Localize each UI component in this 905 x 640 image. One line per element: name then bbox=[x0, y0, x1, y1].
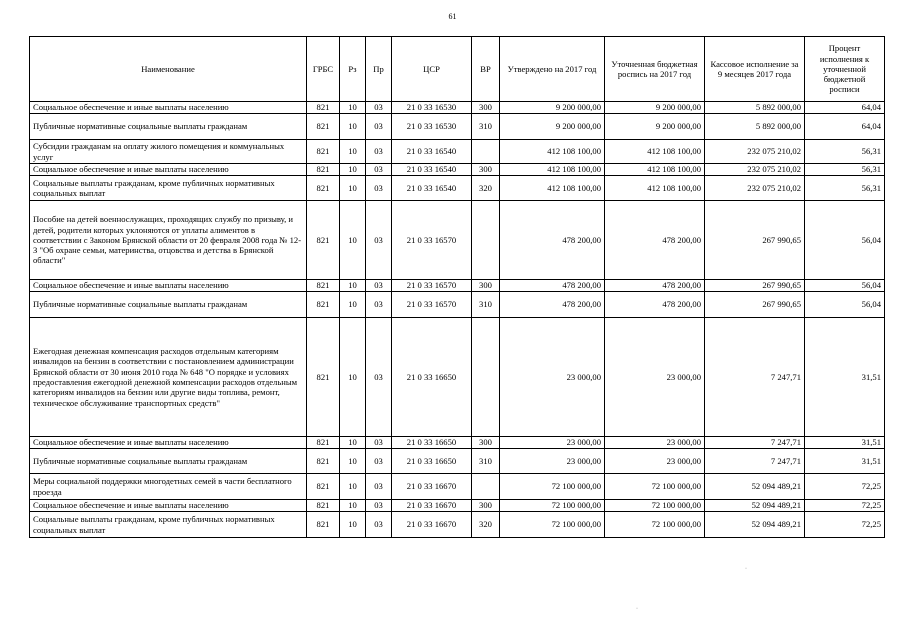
cell-csr: 21 0 33 16540 bbox=[392, 176, 472, 201]
cell-cash: 267 990,65 bbox=[705, 280, 805, 292]
budget-table bbox=[29, 36, 885, 538]
cell-percent: 72,25 bbox=[805, 512, 885, 538]
cell-grbs: 821 bbox=[307, 140, 340, 164]
cell-approved: 72 100 000,00 bbox=[500, 500, 605, 512]
cell-percent: 72,25 bbox=[805, 474, 885, 500]
cell-approved: 72 100 000,00 bbox=[500, 512, 605, 538]
cell-vr: 300 bbox=[472, 437, 500, 449]
cell-rz: 10 bbox=[340, 474, 366, 500]
table-row bbox=[30, 474, 885, 500]
cell-percent: 31,51 bbox=[805, 449, 885, 474]
cell-grbs: 821 bbox=[307, 500, 340, 512]
cell-pr: 03 bbox=[366, 102, 392, 114]
header-row bbox=[30, 37, 885, 102]
cell-percent: 31,51 bbox=[805, 318, 885, 437]
table-row bbox=[30, 102, 885, 114]
cell-vr: 320 bbox=[472, 512, 500, 538]
cell-cash: 7 247,71 bbox=[705, 318, 805, 437]
cell-csr: 21 0 33 16650 bbox=[392, 449, 472, 474]
cell-name: Публичные нормативные социальные выплаты гражданам bbox=[30, 292, 307, 318]
cell-vr bbox=[472, 318, 500, 437]
cell-cash: 232 075 210,02 bbox=[705, 140, 805, 164]
header-refined: Уточненная бюджетная роспись на 2017 год bbox=[605, 37, 705, 102]
cell-cash: 5 892 000,00 bbox=[705, 114, 805, 140]
cell-rz: 10 bbox=[340, 201, 366, 280]
cell-grbs: 821 bbox=[307, 201, 340, 280]
cell-csr: 21 0 33 16670 bbox=[392, 474, 472, 500]
table-row bbox=[30, 114, 885, 140]
cell-vr bbox=[472, 474, 500, 500]
cell-refined: 478 200,00 bbox=[605, 292, 705, 318]
cell-pr: 03 bbox=[366, 292, 392, 318]
header-approved: Утверждено на 2017 год bbox=[500, 37, 605, 102]
cell-name: Публичные нормативные социальные выплаты гражданам bbox=[30, 114, 307, 140]
cell-csr: 21 0 33 16570 bbox=[392, 280, 472, 292]
cell-pr: 03 bbox=[366, 449, 392, 474]
cell-csr: 21 0 33 16650 bbox=[392, 437, 472, 449]
cell-refined: 478 200,00 bbox=[605, 280, 705, 292]
table-row bbox=[30, 318, 885, 437]
cell-grbs: 821 bbox=[307, 176, 340, 201]
cell-cash: 52 094 489,21 bbox=[705, 500, 805, 512]
cell-vr: 310 bbox=[472, 449, 500, 474]
cell-pr: 03 bbox=[366, 512, 392, 538]
cell-vr bbox=[472, 140, 500, 164]
cell-percent: 56,04 bbox=[805, 292, 885, 318]
cell-percent: 56,04 bbox=[805, 280, 885, 292]
cell-refined: 9 200 000,00 bbox=[605, 102, 705, 114]
cell-cash: 5 892 000,00 bbox=[705, 102, 805, 114]
cell-pr: 03 bbox=[366, 437, 392, 449]
cell-name: Публичные нормативные социальные выплаты гражданам bbox=[30, 449, 307, 474]
cell-percent: 72,25 bbox=[805, 500, 885, 512]
cell-name: Социальные выплаты гражданам, кроме публичных нормативных социальных выплат bbox=[30, 512, 307, 538]
cell-name: Социальное обеспечение и иные выплаты населению bbox=[30, 164, 307, 176]
cell-name: Социальные выплаты гражданам, кроме публичных нормативных социальных выплат bbox=[30, 176, 307, 201]
cell-approved: 9 200 000,00 bbox=[500, 102, 605, 114]
cell-csr: 21 0 33 16530 bbox=[392, 102, 472, 114]
cell-rz: 10 bbox=[340, 114, 366, 140]
cell-approved: 478 200,00 bbox=[500, 280, 605, 292]
cell-pr: 03 bbox=[366, 140, 392, 164]
cell-name: Меры социальной поддержки многодетных семей в части бесплатного проезда bbox=[30, 474, 307, 500]
cell-grbs: 821 bbox=[307, 114, 340, 140]
scan-speck: · bbox=[636, 606, 638, 612]
table-row bbox=[30, 176, 885, 201]
cell-name: Пособие на детей военнослужащих, проходящих службу по призыву, и детей, родители которых уклоняются от уплаты алиментов в соответствии с Законом Брянской области от 20 февраля 2008 года № 12-З "Об охране семьи, материнства, отцовства и детства в Брянской области" bbox=[30, 201, 307, 280]
cell-refined: 72 100 000,00 bbox=[605, 474, 705, 500]
cell-pr: 03 bbox=[366, 474, 392, 500]
cell-name: Социальное обеспечение и иные выплаты населению bbox=[30, 437, 307, 449]
header-percent: Процент исполнения к уточненной бюджетной росписи bbox=[805, 37, 885, 102]
cell-grbs: 821 bbox=[307, 474, 340, 500]
header-name: Наименование bbox=[30, 37, 307, 102]
header-csr: ЦСР bbox=[392, 37, 472, 102]
cell-percent: 56,31 bbox=[805, 176, 885, 201]
cell-percent: 56,31 bbox=[805, 140, 885, 164]
scan-speck: · bbox=[745, 566, 747, 572]
cell-csr: 21 0 33 16540 bbox=[392, 164, 472, 176]
cell-csr: 21 0 33 16650 bbox=[392, 318, 472, 437]
header-vr: ВР bbox=[472, 37, 500, 102]
table-row bbox=[30, 280, 885, 292]
cell-grbs: 821 bbox=[307, 102, 340, 114]
cell-grbs: 821 bbox=[307, 292, 340, 318]
cell-vr: 300 bbox=[472, 102, 500, 114]
cell-rz: 10 bbox=[340, 176, 366, 201]
cell-refined: 412 108 100,00 bbox=[605, 140, 705, 164]
cell-approved: 412 108 100,00 bbox=[500, 176, 605, 201]
cell-refined: 23 000,00 bbox=[605, 449, 705, 474]
cell-approved: 23 000,00 bbox=[500, 449, 605, 474]
cell-name: Ежегодная денежная компенсация расходов отдельным категориям инвалидов на бензин в соответствии с постановлением администрации Брянской области от 30 июня 2010 года № 648 "О порядке и условиях предоставления ежегодной денежной компенсации расходов отдельным категориям инвалидов на бензин или другие виды топлива, ремонт, техническое обслуживание транспортных средств" bbox=[30, 318, 307, 437]
cell-csr: 21 0 33 16540 bbox=[392, 140, 472, 164]
cell-percent: 64,04 bbox=[805, 114, 885, 140]
cell-refined: 23 000,00 bbox=[605, 318, 705, 437]
cell-rz: 10 bbox=[340, 449, 366, 474]
cell-cash: 7 247,71 bbox=[705, 449, 805, 474]
cell-cash: 232 075 210,02 bbox=[705, 164, 805, 176]
cell-rz: 10 bbox=[340, 292, 366, 318]
cell-approved: 478 200,00 bbox=[500, 292, 605, 318]
cell-rz: 10 bbox=[340, 512, 366, 538]
cell-pr: 03 bbox=[366, 114, 392, 140]
table-row bbox=[30, 201, 885, 280]
cell-refined: 478 200,00 bbox=[605, 201, 705, 280]
cell-name: Социальное обеспечение и иные выплаты населению bbox=[30, 500, 307, 512]
cell-vr: 300 bbox=[472, 280, 500, 292]
cell-vr bbox=[472, 201, 500, 280]
cell-cash: 267 990,65 bbox=[705, 292, 805, 318]
cell-refined: 9 200 000,00 bbox=[605, 114, 705, 140]
cell-grbs: 821 bbox=[307, 280, 340, 292]
cell-pr: 03 bbox=[366, 164, 392, 176]
cell-name: Социальное обеспечение и иные выплаты населению bbox=[30, 102, 307, 114]
cell-grbs: 821 bbox=[307, 318, 340, 437]
cell-approved: 412 108 100,00 bbox=[500, 164, 605, 176]
cell-rz: 10 bbox=[340, 164, 366, 176]
cell-csr: 21 0 33 16670 bbox=[392, 500, 472, 512]
page-number: 61 bbox=[448, 12, 457, 21]
cell-rz: 10 bbox=[340, 318, 366, 437]
cell-rz: 10 bbox=[340, 140, 366, 164]
header-pr: Пр bbox=[366, 37, 392, 102]
cell-cash: 267 990,65 bbox=[705, 201, 805, 280]
table-row bbox=[30, 449, 885, 474]
cell-cash: 52 094 489,21 bbox=[705, 512, 805, 538]
cell-pr: 03 bbox=[366, 500, 392, 512]
cell-approved: 9 200 000,00 bbox=[500, 114, 605, 140]
table-row bbox=[30, 512, 885, 538]
cell-vr: 310 bbox=[472, 292, 500, 318]
cell-cash: 232 075 210,02 bbox=[705, 176, 805, 201]
cell-name: Субсидии гражданам на оплату жилого помещения и коммунальных услуг bbox=[30, 140, 307, 164]
cell-approved: 72 100 000,00 bbox=[500, 474, 605, 500]
cell-csr: 21 0 33 16530 bbox=[392, 114, 472, 140]
cell-pr: 03 bbox=[366, 201, 392, 280]
cell-approved: 478 200,00 bbox=[500, 201, 605, 280]
cell-vr: 320 bbox=[472, 176, 500, 201]
cell-pr: 03 bbox=[366, 280, 392, 292]
cell-cash: 52 094 489,21 bbox=[705, 474, 805, 500]
table-row bbox=[30, 500, 885, 512]
cell-grbs: 821 bbox=[307, 449, 340, 474]
table-row bbox=[30, 292, 885, 318]
cell-csr: 21 0 33 16570 bbox=[392, 201, 472, 280]
cell-csr: 21 0 33 16670 bbox=[392, 512, 472, 538]
cell-name: Социальное обеспечение и иные выплаты населению bbox=[30, 280, 307, 292]
cell-grbs: 821 bbox=[307, 164, 340, 176]
table-row bbox=[30, 437, 885, 449]
cell-percent: 56,31 bbox=[805, 164, 885, 176]
cell-grbs: 821 bbox=[307, 512, 340, 538]
cell-refined: 23 000,00 bbox=[605, 437, 705, 449]
cell-percent: 64,04 bbox=[805, 102, 885, 114]
cell-csr: 21 0 33 16570 bbox=[392, 292, 472, 318]
header-cash: Кассовое исполнение за 9 месяцев 2017 года bbox=[705, 37, 805, 102]
cell-vr: 310 bbox=[472, 114, 500, 140]
cell-vr: 300 bbox=[472, 500, 500, 512]
cell-percent: 31,51 bbox=[805, 437, 885, 449]
cell-approved: 23 000,00 bbox=[500, 437, 605, 449]
table-row bbox=[30, 140, 885, 164]
table-row bbox=[30, 164, 885, 176]
header-rz: Рз bbox=[340, 37, 366, 102]
cell-pr: 03 bbox=[366, 176, 392, 201]
cell-refined: 412 108 100,00 bbox=[605, 176, 705, 201]
cell-refined: 72 100 000,00 bbox=[605, 500, 705, 512]
header-grbs: ГРБС bbox=[307, 37, 340, 102]
cell-vr: 300 bbox=[472, 164, 500, 176]
cell-percent: 56,04 bbox=[805, 201, 885, 280]
cell-approved: 412 108 100,00 bbox=[500, 140, 605, 164]
cell-rz: 10 bbox=[340, 102, 366, 114]
cell-approved: 23 000,00 bbox=[500, 318, 605, 437]
cell-rz: 10 bbox=[340, 280, 366, 292]
cell-cash: 7 247,71 bbox=[705, 437, 805, 449]
cell-grbs: 821 bbox=[307, 437, 340, 449]
cell-refined: 72 100 000,00 bbox=[605, 512, 705, 538]
cell-rz: 10 bbox=[340, 437, 366, 449]
cell-refined: 412 108 100,00 bbox=[605, 164, 705, 176]
cell-rz: 10 bbox=[340, 500, 366, 512]
cell-pr: 03 bbox=[366, 318, 392, 437]
